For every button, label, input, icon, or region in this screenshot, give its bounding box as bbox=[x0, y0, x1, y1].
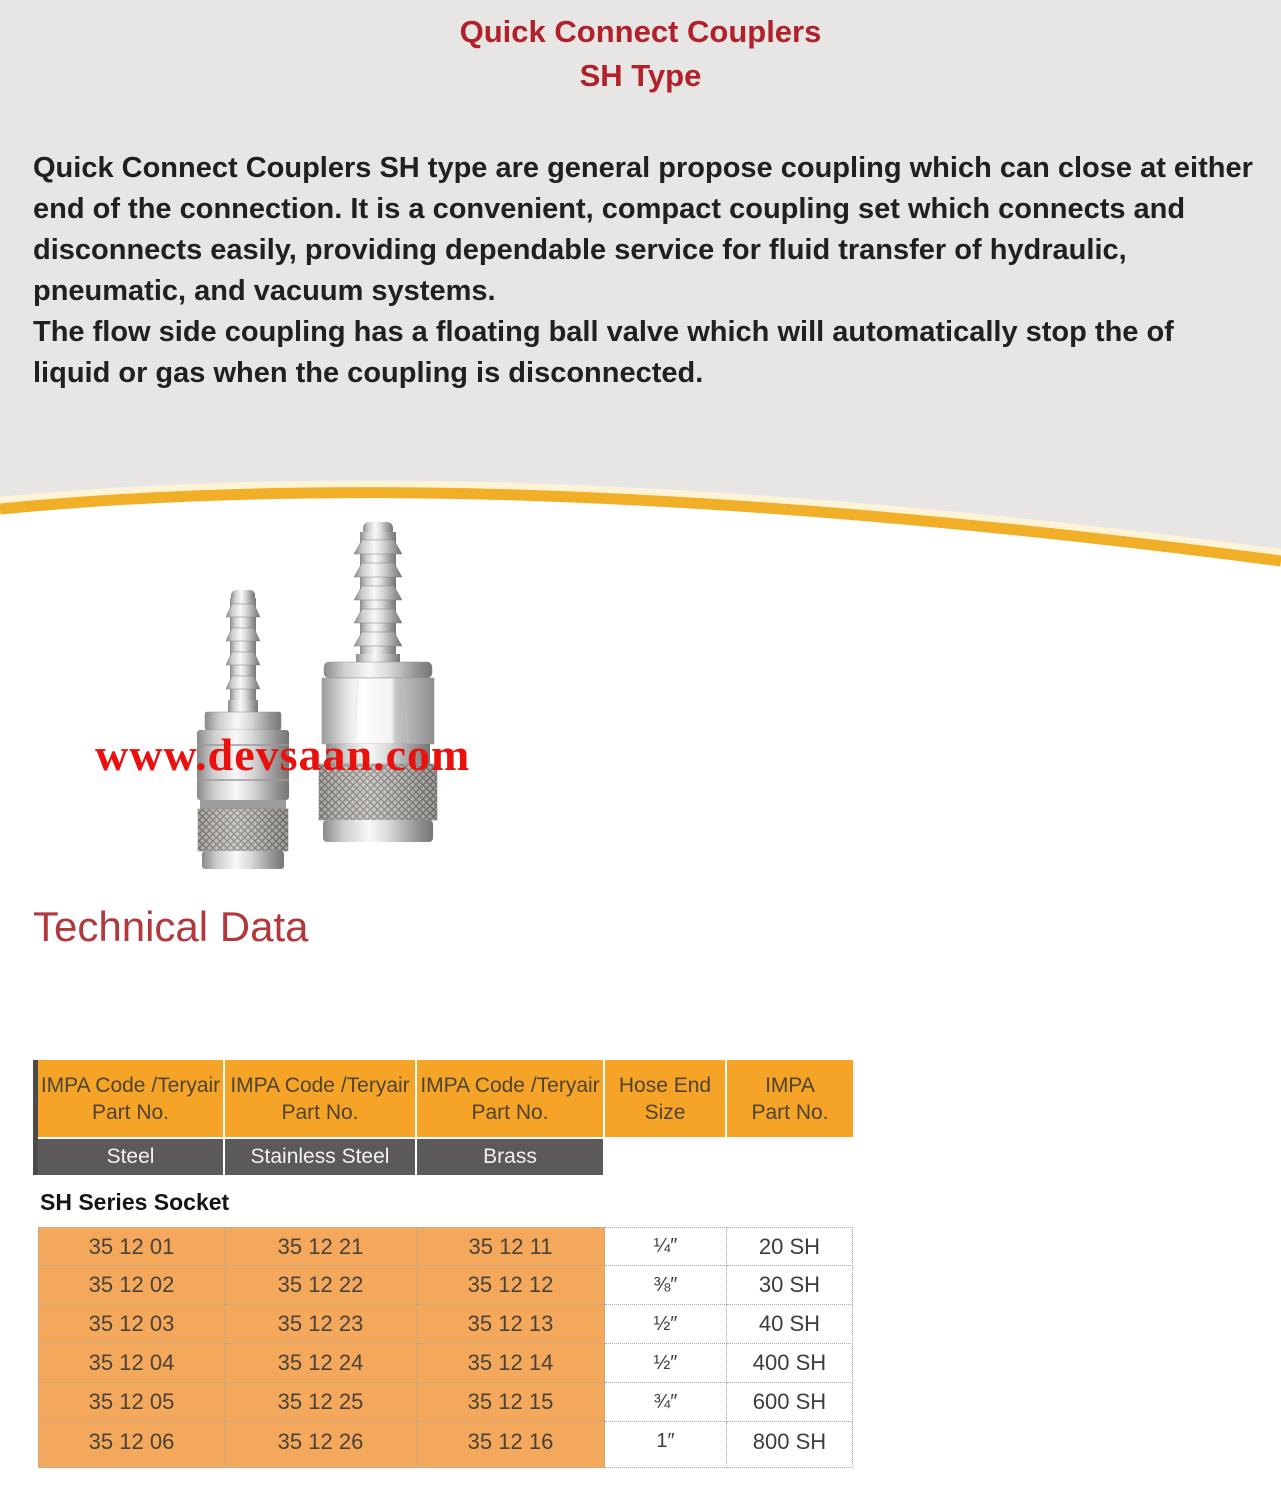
table-cell: 35 12 16 bbox=[417, 1422, 605, 1468]
table-cell: 35 12 24 bbox=[225, 1344, 417, 1383]
table-cell: 35 12 23 bbox=[225, 1305, 417, 1344]
column-header-text: Part No. bbox=[751, 1100, 829, 1124]
table-cell: 35 12 03 bbox=[38, 1305, 225, 1344]
page-title-line1: Quick Connect Couplers bbox=[459, 14, 822, 49]
table-cell: 35 12 26 bbox=[225, 1422, 417, 1468]
column-header-stainless bbox=[225, 1060, 415, 1137]
coupler-large bbox=[319, 522, 437, 842]
watermark-text: www.devsaan.com bbox=[95, 729, 471, 780]
column-header-text: Hose End bbox=[618, 1073, 712, 1097]
column-header-text: IMPA Code /Teryair bbox=[40, 1073, 221, 1097]
column-header-text: IMPA Code /Teryair bbox=[420, 1073, 600, 1097]
table-cell: 40 SH bbox=[727, 1305, 853, 1344]
table-cell: 35 12 05 bbox=[38, 1383, 225, 1422]
table-row bbox=[38, 1383, 853, 1422]
table-cell: 35 12 15 bbox=[417, 1383, 605, 1422]
table-cell: ¼″ bbox=[605, 1227, 727, 1266]
material-steel: Steel bbox=[38, 1139, 223, 1175]
table-left-accent-bar bbox=[33, 1060, 38, 1175]
column-header-steel bbox=[38, 1060, 223, 1137]
column-header-impa-part-no bbox=[727, 1060, 853, 1137]
table-cell: 35 12 02 bbox=[38, 1266, 225, 1305]
column-header-text: Part No. bbox=[281, 1100, 359, 1124]
column-header-text: IMPA bbox=[765, 1073, 815, 1097]
material-brass: Brass bbox=[417, 1139, 603, 1175]
table-cell: 35 12 04 bbox=[38, 1344, 225, 1383]
intro-text bbox=[33, 148, 1259, 394]
table-cell: 800 SH bbox=[727, 1422, 853, 1468]
page-title-line2: SH Type bbox=[579, 58, 702, 93]
table-cell: 20 SH bbox=[727, 1227, 853, 1266]
section-heading: Technical Data bbox=[33, 903, 309, 950]
page-title bbox=[0, 10, 1281, 98]
table-cell: 35 12 11 bbox=[417, 1227, 605, 1266]
table-cell: ½″ bbox=[605, 1344, 727, 1383]
table-header-row bbox=[38, 1060, 853, 1137]
table-body bbox=[38, 1227, 853, 1468]
table-row bbox=[38, 1266, 853, 1305]
table-cell: 35 12 21 bbox=[225, 1227, 417, 1266]
table-cell: ¾″ bbox=[605, 1383, 727, 1422]
series-group-label: SH Series Socket bbox=[40, 1189, 230, 1215]
material-stainless-steel: Stainless Steel bbox=[225, 1139, 415, 1175]
table-cell: 35 12 25 bbox=[225, 1383, 417, 1422]
column-header-brass bbox=[417, 1060, 603, 1137]
column-header-text: Part No. bbox=[471, 1100, 549, 1124]
table-row bbox=[38, 1422, 853, 1468]
table-cell: ⅜″ bbox=[605, 1266, 727, 1305]
column-header-hose-end-size bbox=[605, 1060, 725, 1137]
column-header-text: IMPA Code /Teryair bbox=[230, 1073, 410, 1097]
table-cell: 600 SH bbox=[727, 1383, 853, 1422]
material-subheader-row bbox=[38, 1139, 853, 1175]
product-image bbox=[150, 512, 490, 872]
intro-paragraph-1: Quick Connect Couplers SH type are general propose coupling which can close at either end of the connection. It is a convenient, compact coupling set which connects and disconnects easily, providing dependable service for fluid transfer of hydraulic, pneumatic, and vacuum systems. bbox=[33, 152, 1253, 307]
table-cell: 35 12 22 bbox=[225, 1266, 417, 1305]
table-row bbox=[38, 1305, 853, 1344]
technical-data-table bbox=[33, 1060, 853, 1468]
table-cell: 35 12 13 bbox=[417, 1305, 605, 1344]
intro-paragraph-2: The flow side coupling has a floating ball valve which will automatically stop the of liquid or gas when the coupling is disconnected. bbox=[33, 316, 1174, 389]
table-cell: 35 12 14 bbox=[417, 1344, 605, 1383]
table-row bbox=[38, 1227, 853, 1266]
table-cell: 400 SH bbox=[727, 1344, 853, 1383]
table-cell: 35 12 12 bbox=[417, 1266, 605, 1305]
table-cell: 1″ bbox=[605, 1422, 727, 1468]
table-row bbox=[38, 1344, 853, 1383]
table-cell: 35 12 06 bbox=[38, 1422, 225, 1468]
table-cell: 30 SH bbox=[727, 1266, 853, 1305]
table-cell: ½″ bbox=[605, 1305, 727, 1344]
column-header-text: Part No. bbox=[91, 1100, 170, 1124]
table-cell: 35 12 01 bbox=[38, 1227, 225, 1266]
column-header-text: Size bbox=[644, 1100, 686, 1124]
